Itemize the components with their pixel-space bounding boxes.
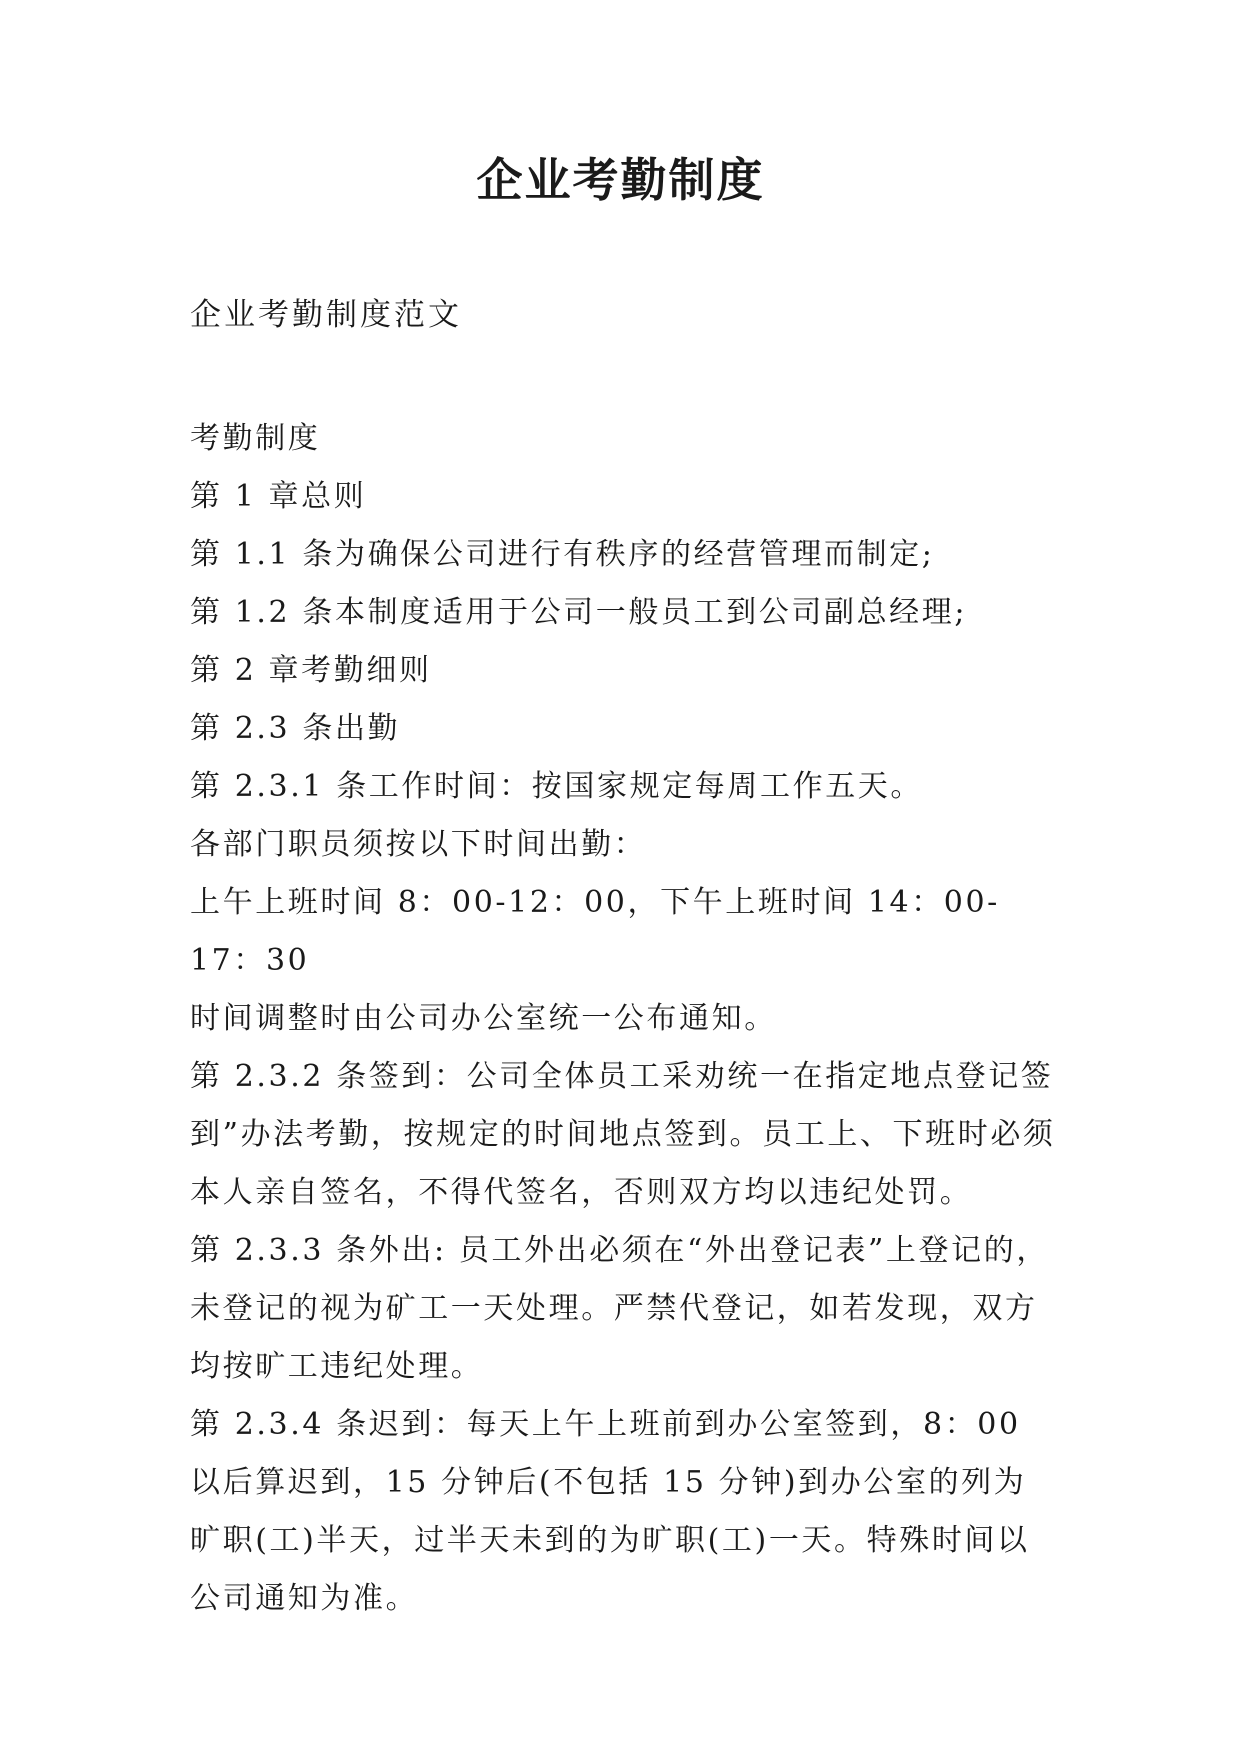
- document-title: 企业考勤制度: [476, 153, 765, 207]
- section-heading: 考勤制度: [190, 421, 321, 456]
- chapter-heading: 第 2 章考勤细则: [190, 653, 432, 688]
- document-subtitle: 企业考勤制度范文: [190, 297, 462, 333]
- body-paragraph: 各部门职员须按以下时间出勤：: [190, 827, 647, 862]
- article-paragraph: 第 2.3.4 条迟到：每天上午上班前到办公室签到，8：00 以后算迟到，15 分钟后(不包括 15 分钟)到办公室的列为旷职(工)半天，过半天未到的为旷职(工)一天。特殊时间以公司通知为准。: [190, 1407, 1030, 1616]
- article-paragraph: 第 1.2 条本制度适用于公司一般员工到公司副总经理;: [190, 595, 968, 630]
- article-paragraph: 第 2.3.3 条外出: 员工外出必须在“外出登记表”上登记的，未登记的视为矿工一天处理。严禁代登记，如若发现，双方均按旷工违纪处理。: [190, 1233, 1049, 1384]
- article-paragraph: 第 2.3.2 条签到：公司全体员工采劝统一在指定地点登记签到”办法考勤，按规定的时间地点签到。员工上、下班时必须本人亲自签名，不得代签名，否则双方均以违纪处罚。: [190, 1059, 1056, 1210]
- body-paragraph: 上午上班时间 8：00-12：00，下午上班时间 14：00-17：30: [190, 885, 1000, 978]
- document-body: [190, 410, 1058, 1628]
- article-paragraph: 第 2.3.1 条工作时间：按国家规定每周工作五天。: [190, 769, 924, 804]
- article-paragraph: 第 2.3 条出勤: [190, 711, 401, 746]
- body-paragraph: 时间调整时由公司办公室统一公布通知。: [190, 1001, 777, 1036]
- article-paragraph: 第 1.1 条为确保公司进行有秩序的经营管理而制定;: [190, 537, 935, 572]
- chapter-heading: 第 1 章总则: [190, 479, 367, 514]
